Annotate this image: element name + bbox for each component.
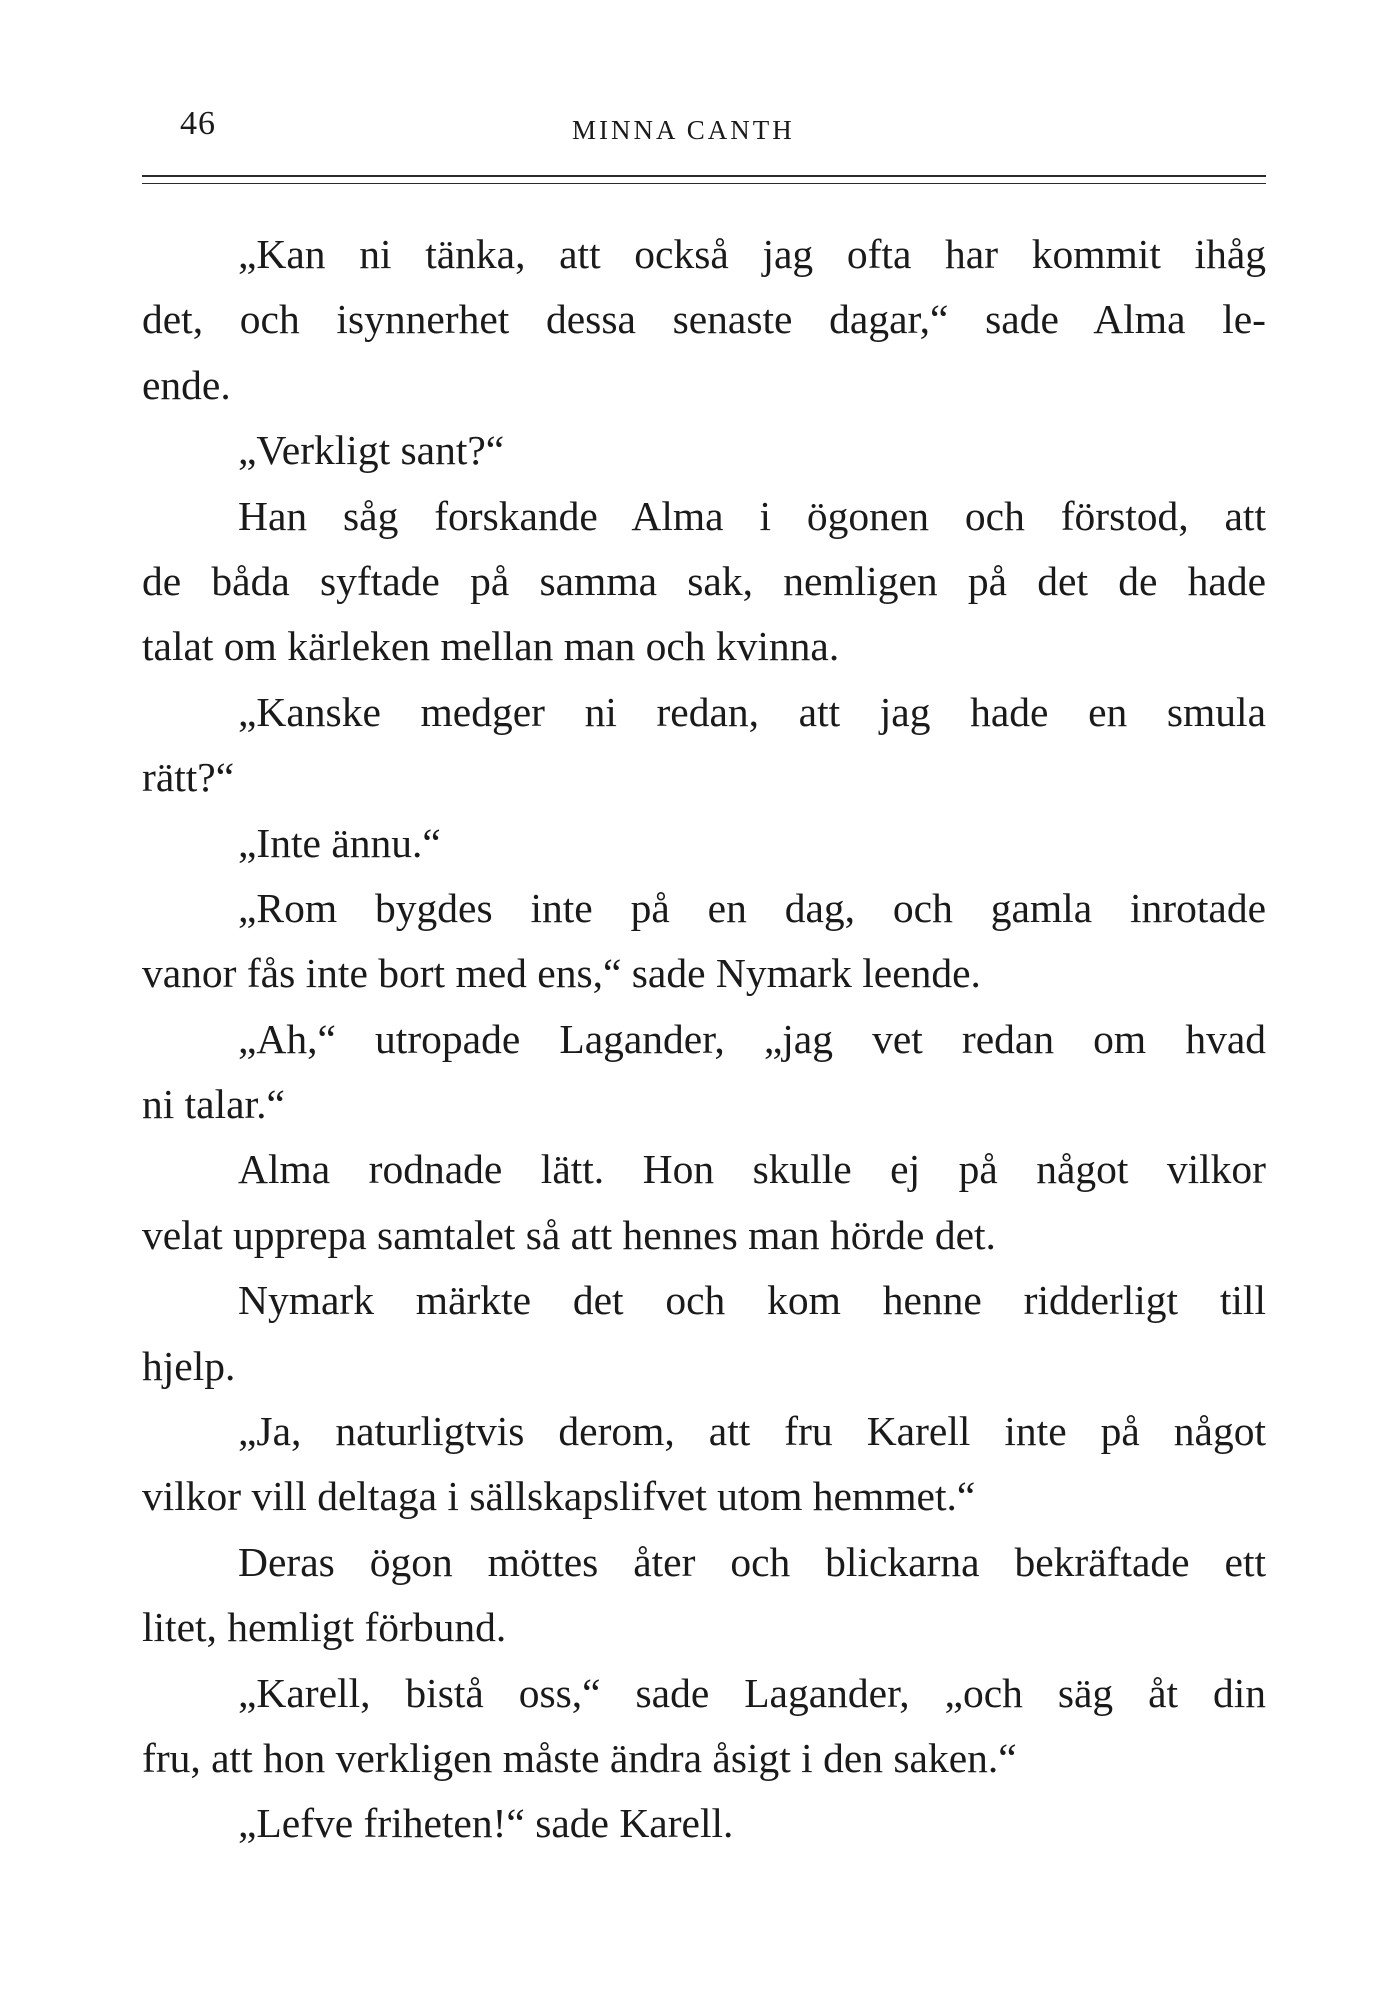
text-line: rätt?“ bbox=[142, 754, 235, 801]
text-line: „Verkligt sant?“ bbox=[238, 427, 505, 474]
text-line: „Rom bygdes inte på en dag, och gamla inrotade bbox=[238, 884, 1266, 931]
text-line: vanor fås inte bort med ens,“ sade Nymark leende. bbox=[142, 950, 981, 997]
running-head bbox=[142, 100, 1266, 150]
text-line: „Lefve friheten!“ sade Karell. bbox=[238, 1800, 734, 1847]
page-number: 46 bbox=[180, 105, 216, 142]
text-line: velat upprepa samtalet så att hennes man hörde det. bbox=[142, 1211, 996, 1258]
text-line: vilkor vill deltaga i sällskapslifvet utom hemmet.“ bbox=[142, 1473, 976, 1520]
text-line: ende. bbox=[142, 361, 231, 408]
text-line: litet, hemligt förbund. bbox=[142, 1604, 507, 1651]
text-line: Deras ögon möttes åter och blickarna bekräftade ett bbox=[238, 1538, 1266, 1585]
text-line: det, och isynnerhet dessa senaste dagar,“ sade Alma le- bbox=[142, 296, 1266, 343]
text-line: talat om kärleken mellan man och kvinna. bbox=[142, 623, 840, 670]
text-line: „Ah,“ utropade Lagander, „jag vet redan om hvad bbox=[238, 1015, 1266, 1062]
running-title: MINNA CANTH bbox=[572, 115, 795, 145]
text-line: Han såg forskande Alma i ögonen och förstod, att bbox=[238, 492, 1266, 539]
text-line: „Ja, naturligtvis derom, att fru Karell inte på något bbox=[238, 1408, 1266, 1455]
text-line: „Kan ni tänka, att också jag ofta har kommit ihåg bbox=[238, 231, 1266, 277]
text-line: „Inte ännu.“ bbox=[238, 819, 441, 866]
text-line: Alma rodnade lätt. Hon skulle ej på något vilkor bbox=[238, 1146, 1266, 1193]
text-line: „Karell, bistå oss,“ sade Lagander, „och säg åt din bbox=[238, 1669, 1266, 1716]
text-line: „Kanske medger ni redan, att jag hade en smula bbox=[238, 688, 1266, 735]
body-text bbox=[142, 222, 1266, 1857]
header-rule bbox=[142, 175, 1266, 177]
text-line: fru, att hon verkligen måste ändra åsigt i den saken.“ bbox=[142, 1734, 1017, 1781]
text-line: de båda syftade på samma sak, nemligen på det de hade bbox=[142, 557, 1266, 604]
text-line: ni talar.“ bbox=[142, 1081, 285, 1128]
text-line: Nymark märkte det och kom henne ridderligt till bbox=[238, 1277, 1266, 1324]
header-rule-thin bbox=[142, 183, 1266, 184]
text-line: hjelp. bbox=[142, 1342, 236, 1389]
